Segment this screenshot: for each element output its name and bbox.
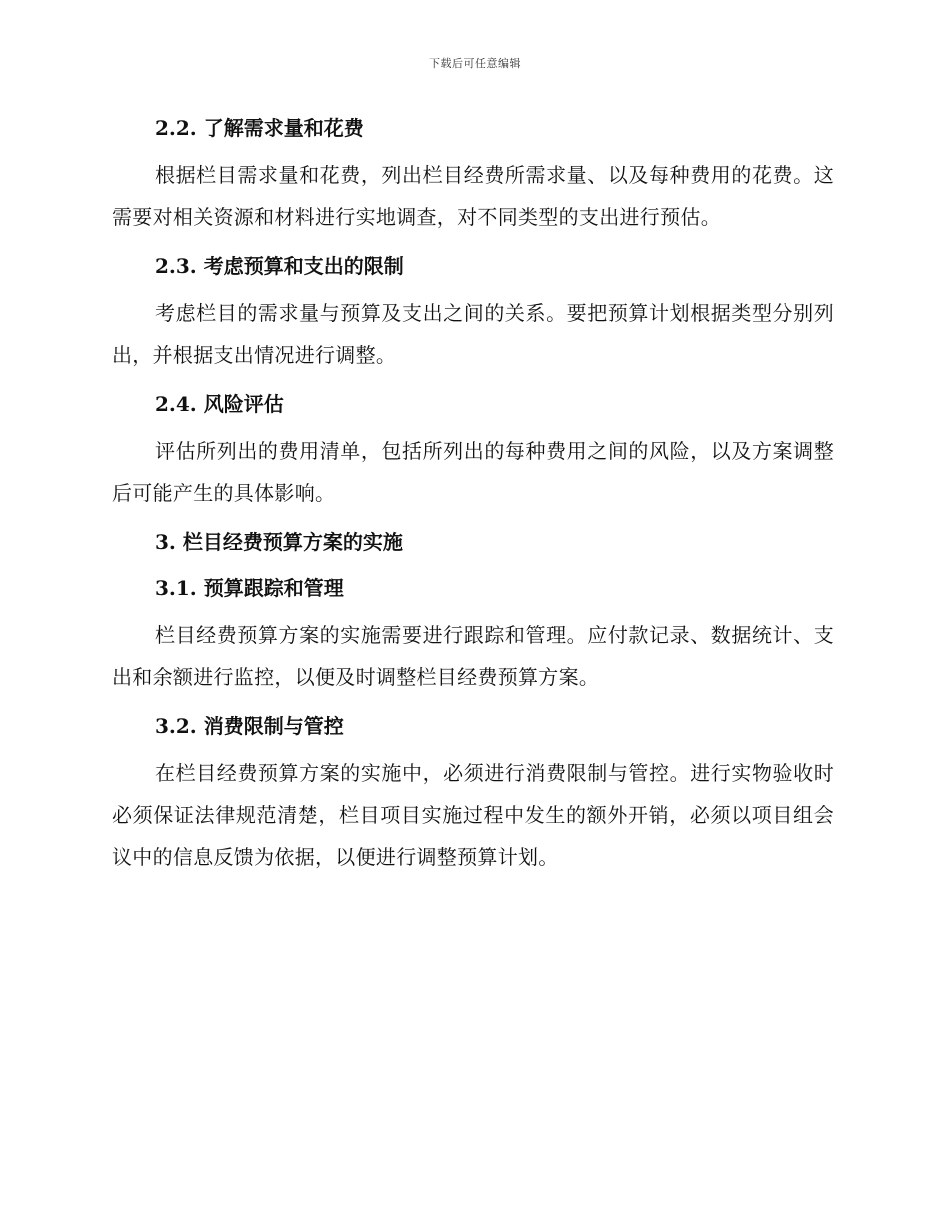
document-body <box>112 110 834 878</box>
section-heading-3-2: 3.2. 消费限制与管控 <box>155 714 344 738</box>
section-heading-3-1: 3.1. 预算跟踪和管理 <box>155 576 344 600</box>
section-paragraph-2-2: 根据栏目需求量和花费，列出栏目经费所需求量、以及每种费用的花费。这需要对相关资源和材料进行实地调查，对不同类型的支出进行预估。 <box>112 163 834 229</box>
section-heading-3: 3. 栏目经费预算方案的实施 <box>155 530 403 554</box>
section-heading-2-4: 2.4. 风险评估 <box>155 392 284 416</box>
section-paragraph-2-3: 考虑栏目的需求量与预算及支出之间的关系。要把预算计划根据类型分别列出，并根据支出情况进行调整。 <box>112 301 834 367</box>
page-header: 下载后可任意编辑 <box>429 57 521 70</box>
section-heading-2-3: 2.3. 考虑预算和支出的限制 <box>155 254 404 278</box>
section-paragraph-3-2: 在栏目经费预算方案的实施中，必须进行消费限制与管控。进行实物验收时必须保证法律规范清楚，栏目项目实施过程中发生的额外开销，必须以项目组会议中的信息反馈为依据，以便进行调整预算计划。 <box>112 761 834 869</box>
section-paragraph-2-4: 评估所列出的费用清单，包括所列出的每种费用之间的风险，以及方案调整后可能产生的具体影响。 <box>112 439 834 505</box>
section-heading-2-2: 2.2. 了解需求量和花费 <box>155 116 364 140</box>
section-paragraph-3-1: 栏目经费预算方案的实施需要进行跟踪和管理。应付款记录、数据统计、支出和余额进行监控，以便及时调整栏目经费预算方案。 <box>112 623 834 689</box>
